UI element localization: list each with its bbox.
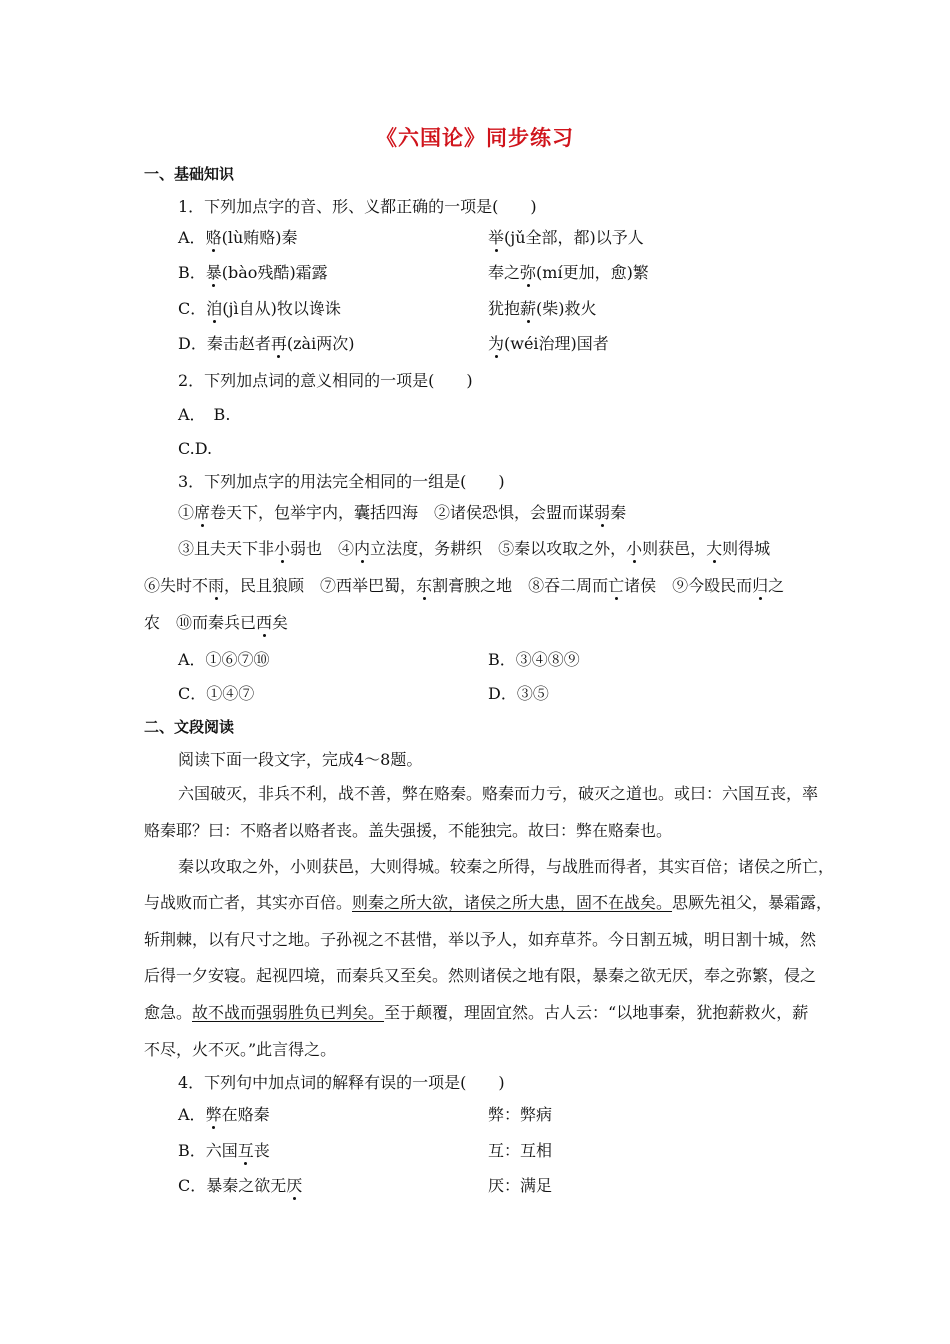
question-2-stem: 2．下列加点词的意义相同的一项是( ) <box>178 371 473 390</box>
q4-option-c-gloss: 厌：满足 <box>488 1176 553 1195</box>
emphasis-dot-char: 为 <box>488 334 505 353</box>
emphasis-dot-char: 内 <box>354 539 371 558</box>
q1-option-c-second: 犹抱薪(柴)救火 <box>488 299 597 318</box>
passage-line: 秦以攻取之外，小则获邑，大则得城。较秦之所得，与战胜而得者，其实百倍；诸侯之所亡， <box>178 857 835 876</box>
emphasis-dot-char: 互 <box>237 1141 254 1160</box>
question-3-stem: 3．下列加点字的用法完全相同的一组是( ) <box>178 472 505 491</box>
emphasis-dot-char: 再 <box>270 334 287 353</box>
emphasis-dot-char: 西 <box>256 613 273 632</box>
emphasis-dot-char: 厌 <box>286 1176 303 1195</box>
emphasis-dot-char: 大 <box>706 539 723 558</box>
emphasis-dot-char: 雨 <box>208 576 225 595</box>
q1-option-d-second: 为(wéi治理)国者 <box>488 334 609 353</box>
question-1-stem: 1．下列加点字的音、形、义都正确的一项是( ) <box>178 197 537 216</box>
emphasis-dot-char: 亡 <box>608 576 625 595</box>
emphasis-dot-char: 东 <box>416 576 433 595</box>
section-heading-basics: 一、基础知识 <box>144 165 235 183</box>
underlined-sentence: 故不战而强弱胜负已判矣。 <box>192 1003 385 1022</box>
q3-sentences-line-1: ①席卷天下，包举宇内，囊括四海 ②诸侯恐惧，会盟而谋弱秦 <box>178 503 627 522</box>
section-heading-reading: 二、文段阅读 <box>144 718 235 736</box>
q3-option-c: C．①④⑦ <box>178 684 255 703</box>
passage-line: 不尽，火不灭。”此言得之。 <box>144 1040 337 1059</box>
q4-option-b-gloss: 互：互相 <box>488 1141 553 1160</box>
emphasis-dot-char: 小 <box>626 539 643 558</box>
q4-option-a: A．弊在赂秦 <box>178 1105 270 1124</box>
passage-line: 与战败而亡者，其实亦百倍。则秦之所大欲，诸侯之所大患，固不在战矣。思厥先祖父，暴霜露， <box>144 893 833 912</box>
passage-line: 六国破灭，非兵不利，战不善，弊在赂秦。赂秦而力亏，破灭之道也。或曰：六国互丧，率 <box>178 784 819 803</box>
q4-option-b: B．六国互丧 <box>178 1141 270 1160</box>
q3-sentences-line-4: 农 ⑩而秦兵已西矣 <box>144 613 289 632</box>
underlined-sentence: 则秦之所大欲，诸侯之所大患，固不在战矣。 <box>352 893 673 912</box>
page-title: 《六国论》同步练习 <box>376 125 574 150</box>
q1-option-d: D．秦击赵者再(zài两次) <box>178 334 355 353</box>
emphasis-dot-char: 洎 <box>206 299 223 318</box>
emphasis-dot-char: 赂 <box>205 228 222 247</box>
question-4-stem: 4．下列句中加点词的解释有误的一项是( ) <box>178 1073 505 1092</box>
passage-line: 斩荆棘，以有尺寸之地。子孙视之不甚惜，举以予人，如弃草芥。今日割五城，明日割十城，然 <box>144 930 817 949</box>
q3-option-a: A．①⑥⑦⑩ <box>178 650 270 669</box>
emphasis-dot-char: 暴 <box>205 263 222 282</box>
q3-sentences-line-2: ③且夫天下非小弱也 ④内立法度，务耕织 ⑤秦以攻取之外，小则获邑，大则得城 <box>178 539 771 558</box>
emphasis-dot-char: 举 <box>488 228 505 247</box>
q1-option-a: A．赂(lù贿赂)秦 <box>178 228 298 247</box>
q1-option-b: B．暴(bào残酷)霜露 <box>178 263 328 282</box>
emphasis-dot-char: 弱 <box>594 503 611 522</box>
emphasis-dot-char: 弊 <box>205 1105 222 1124</box>
q4-option-c: C．暴秦之欲无厌 <box>178 1176 303 1195</box>
q3-option-b: B．③④⑧⑨ <box>488 650 580 669</box>
q2-options-cd: C.D. <box>178 439 213 458</box>
passage-line: 后得一夕安寝。起视四境，而秦兵又至矣。然则诸侯之地有限，暴秦之欲无厌，奉之弥繁，侵之 <box>144 966 817 985</box>
passage-line: 愈急。故不战而强弱胜负已判矣。至于颠覆，理固宜然。古人云：“以地事秦，犹抱薪救火，薪 <box>144 1003 809 1022</box>
q1-option-c: C．洎(jì自从)牧以谗诛 <box>178 299 341 318</box>
q2-options-ab: A． B. <box>178 405 231 424</box>
reading-instruction: 阅读下面一段文字，完成4～8题。 <box>178 750 423 769</box>
q3-sentences-line-3: ⑥失时不雨，民且狼顾 ⑦西举巴蜀，东割膏腴之地 ⑧吞二周而亡诸侯 ⑨今殴民而归之 <box>144 576 785 595</box>
emphasis-dot-char: 小 <box>274 539 291 558</box>
q4-option-a-gloss: 弊：弊病 <box>488 1105 553 1124</box>
passage-line: 赂秦耶？曰：不赂者以赂者丧。盖失强援，不能独完。故曰：弊在赂秦也。 <box>144 821 673 840</box>
emphasis-dot-char: 归 <box>752 576 769 595</box>
emphasis-dot-char: 席 <box>194 503 211 522</box>
q3-option-d: D．③⑤ <box>488 684 549 703</box>
q1-option-b-second: 奉之弥(mí更加，愈)繁 <box>488 263 649 282</box>
emphasis-dot-char: 薪 <box>520 299 537 318</box>
emphasis-dot-char: 弥 <box>520 263 537 282</box>
q1-option-a-second: 举(jǔ全部，都)以予人 <box>488 228 644 247</box>
